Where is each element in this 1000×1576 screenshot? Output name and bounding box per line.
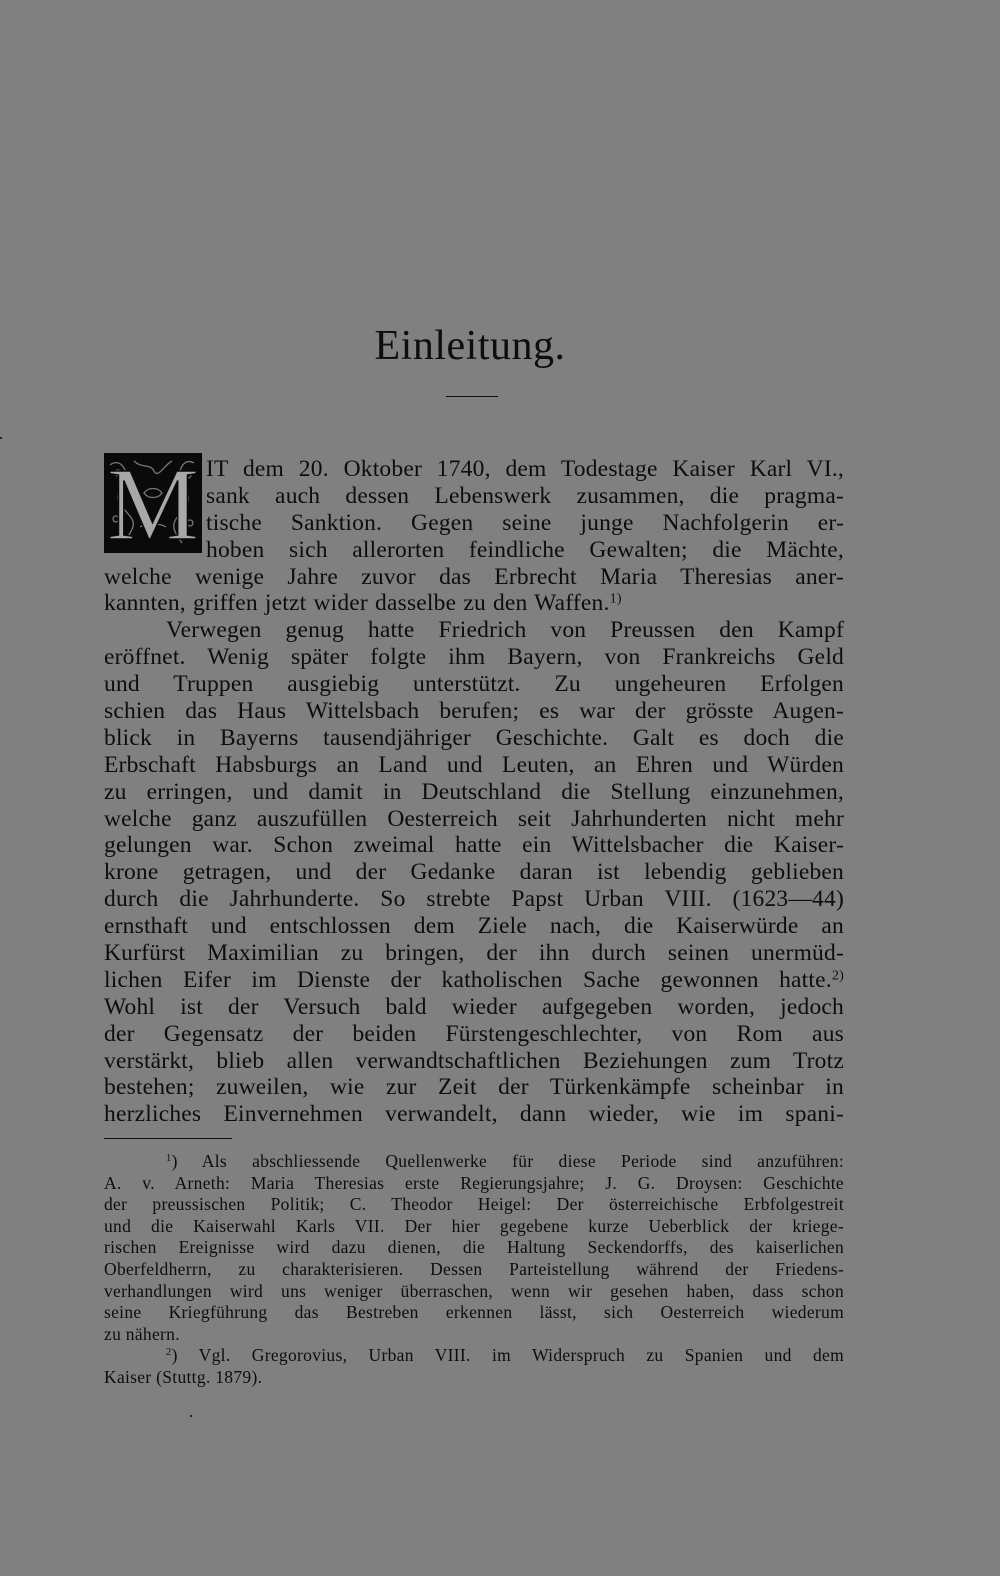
body-line-text: verstärkt, blieb allen verwandtschaftlichen Beziehungen zum Trotz <box>104 1047 844 1074</box>
body-line <box>104 1048 844 1075</box>
body-line <box>104 967 844 994</box>
footnotes <box>104 1151 844 1389</box>
footnote-line <box>104 1216 844 1238</box>
body-line <box>104 537 844 564</box>
body-line-text: eröffnet. Wenig später folgte ihm Bayern, von Frankreichs Geld <box>104 644 844 671</box>
body-line <box>104 913 844 940</box>
body-line <box>104 725 844 752</box>
body-line-text: welche wenige Jahre zuvor das Erbrecht Maria Theresias aner- <box>104 563 844 590</box>
body-line-text: sank auch dessen Lebenswerk zusammen, die pragma- <box>206 482 844 509</box>
body-line-text: bestehen; zuweilen, wie zur Zeit der Türkenkämpfe scheinbar in <box>104 1074 844 1101</box>
body-line <box>104 940 844 967</box>
body-line <box>104 1021 844 1048</box>
footnote-number: 2 <box>166 1347 172 1359</box>
footnote-line <box>104 1237 844 1259</box>
footnote-line <box>104 1345 844 1367</box>
footnote-line <box>104 1324 844 1346</box>
footnote-text: Vgl. Gregorovius, Urban VIII. im Widerspruch zu Spanien und dem <box>198 1345 844 1366</box>
footnote-text: Als abschliessende Quellenwerke für diese Periode sind anzuführen: <box>201 1151 844 1171</box>
footnote-line <box>104 1259 844 1281</box>
body-line-text: tische Sanktion. Gegen seine junge Nachfolgerin er- <box>206 509 844 536</box>
footnote-text: Oberfeldherrn, zu charakterisieren. Dessen Parteistellung während der Friedens- <box>104 1258 844 1279</box>
body-line-text: welche ganz auszufüllen Oesterreich seit Jahrhunderten nicht mehr <box>104 805 844 832</box>
body-line <box>104 483 844 510</box>
footnote-line <box>104 1173 844 1195</box>
body-line-text: blick in Bayerns tausendjähriger Geschichte. Galt es doch die <box>104 724 844 751</box>
body-line <box>104 1074 844 1101</box>
body-line <box>104 752 844 779</box>
body-line-text: Wohl ist der Versuch bald wieder aufgegeben worden, jedoch <box>104 993 844 1020</box>
body-line-text: zu erringen, und damit in Deutschland die Stellung einzunehmen, <box>104 778 844 805</box>
initial-letter: M <box>106 453 200 553</box>
footnote-line <box>104 1281 844 1303</box>
body-line-text: der Gegensatz der beiden Fürstengeschlechter, von Rom aus <box>104 1020 844 1047</box>
footnote-text: A. v. Arneth: Maria Theresias erste Regierungsjahre; J. G. Droysen: Geschichte <box>104 1172 844 1193</box>
body-line <box>104 886 844 913</box>
footnote-number: 1 <box>166 1153 172 1165</box>
stray-mark <box>0 437 2 439</box>
body-line <box>104 779 844 806</box>
body-line-text: und Truppen ausgiebig unterstützt. Zu ungeheuren Erfolgen <box>104 671 844 698</box>
footnote-marker: $^1$) <box>166 1151 202 1171</box>
body-line-text: hoben sich allerorten feindliche Gewalten; die Mächte, <box>206 536 844 563</box>
footnote-text: Kaiser (Stuttg. 1879). <box>104 1366 263 1387</box>
footnote-rule <box>104 1138 232 1139</box>
body-line-text: krone getragen, und der Gedanke daran ist lebendig geblieben <box>104 859 844 886</box>
body-line <box>104 859 844 886</box>
footnote-text: rischen Ereignisse wird dazu dienen, die Haltung Seckendorffs, des kaiserlichen <box>104 1237 844 1258</box>
stray-mark <box>190 1415 192 1417</box>
body-line <box>104 456 844 483</box>
body-line-text: Kurfürst Maximilian zu bringen, der ihn durch seinen unermüd- <box>104 940 844 967</box>
footnote-line <box>104 1302 844 1324</box>
body-line <box>104 617 844 644</box>
body-line <box>104 590 844 617</box>
body-line-text: IT dem 20. Oktober 1740, dem Todestage Kaiser Karl VI., <box>206 456 844 482</box>
body-line <box>104 1101 844 1128</box>
body-text <box>104 456 844 1128</box>
footnote-text: und die Kaiserwahl Karls VII. Der hier gegebene kurze Ueberblick der kriege- <box>104 1215 844 1236</box>
body-line-text: Erbschaft Habsburgs an Land und Leuten, an Ehren und Würden <box>104 751 844 778</box>
body-line <box>104 698 844 725</box>
footnote-line <box>104 1367 844 1389</box>
chapter-title: Einleitung. <box>374 323 566 369</box>
footnote-line <box>104 1194 844 1216</box>
footnote-text: verhandlungen wird uns weniger überraschen, wenn wir gesehen haben, dass schon <box>104 1280 844 1301</box>
body-line <box>104 644 844 671</box>
body-line-text: herzliches Einvernehmen verwandelt, dann wieder, wie im spani- <box>104 1101 844 1128</box>
body-line <box>104 806 844 833</box>
body-line-text: lichen Eifer im Dienste der katholischen Sache gewonnen hatte. <box>104 966 832 993</box>
body-line-text: gelungen war. Schon zweimal hatte ein Wittelsbacher die Kaiser- <box>104 832 844 859</box>
title-rule <box>446 396 498 397</box>
footnote-line <box>104 1151 844 1173</box>
footnote-marker: $^2$) <box>166 1345 199 1366</box>
body-line-text: Verwegen genug hatte Friedrich von Preussen den Kampf <box>166 617 844 644</box>
body-line <box>104 994 844 1021</box>
body-line <box>104 564 844 591</box>
body-line <box>104 832 844 859</box>
body-line-text: kannten, griffen jetzt wider dasselbe zu den Waffen. <box>104 590 610 617</box>
body-line <box>104 510 844 537</box>
body-line <box>104 671 844 698</box>
body-line-text: ernsthaft und entschlossen dem Ziele nach, die Kaiserwürde an <box>104 913 844 940</box>
footnote-ref: 2) <box>831 967 844 984</box>
footnote-text: seine Kriegführung das Bestreben erkennen lässt, sich Oesterreich wiederum <box>104 1302 844 1323</box>
footnote-text: zu nähern. <box>104 1323 180 1344</box>
footnote-text: der preussischen Politik; C. Theodor Heigel: Der österreichische Erbfolgestreit <box>104 1194 844 1215</box>
footnote-ref: 1) <box>609 590 622 607</box>
body-line-text: durch die Jahrhunderte. So strebte Papst Urban VIII. (1623—44) <box>104 886 844 913</box>
body-line-text: schien das Haus Wittelsbach berufen; es war der grösste Augen- <box>104 698 844 725</box>
